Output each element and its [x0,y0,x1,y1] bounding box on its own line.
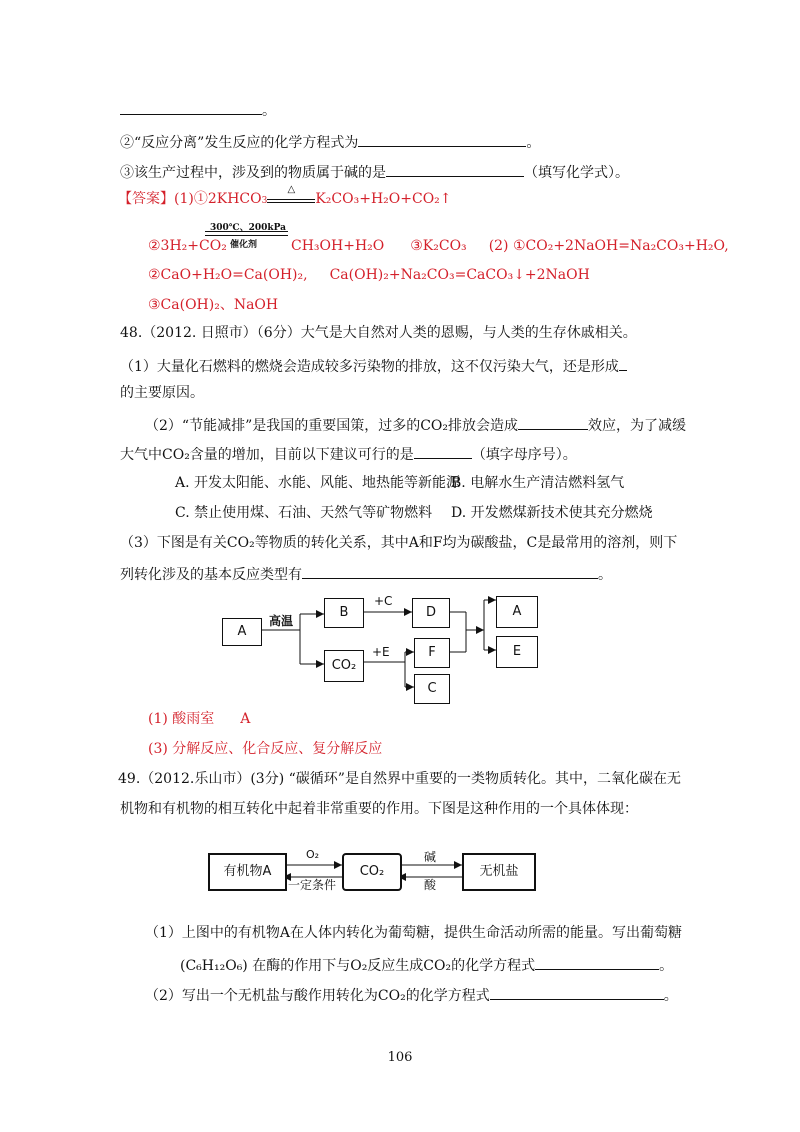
q48-p3b-tail: 。 [598,567,612,583]
node-f: F [414,638,450,668]
label-plus-e: +E [372,645,390,659]
answer-2-c: (2) ①CO₂+2NaOH=Na₂CO₃+H₂O, [488,238,729,254]
option-b: B. 电解水生产清洁燃料氢气 [451,475,625,491]
answer-2-lhs: ②3H₂+CO₂ [148,238,227,254]
page-number: 106 [387,1050,413,1065]
node-organic-a: 有机物A [208,853,287,891]
q49-p2-tail: 。 [663,988,678,1004]
answer-2-b: ③K₂CO₃ [410,238,467,254]
option-d: D. 开发燃煤新技术使其充分燃烧 [451,505,653,521]
heat-condition: △ [267,191,315,203]
line-3-tail: （填写化学式）。 [524,165,629,181]
node-co2-q49: CO₂ [342,853,402,891]
condition-bottom: 催化剂 [230,240,258,250]
line-3-text: ③该生产过程中，涉及到的物质属于碱的是 [120,165,386,181]
node-co2: CO₂ [324,650,364,682]
answer-3-a: ②CaO+H₂O=Ca(OH)₂, [148,267,308,283]
q48-p2a-text: （2）“节能减排”是我国的重要国策，过多的CO₂排放会造成 [145,418,519,434]
q48-p2a-tail: 效应，为了减缓 [588,418,687,434]
line-1-tail: 。 [262,103,276,119]
q49-p1b-text: (C₆H₁₂O₆) 在酶的作用下与O₂反应生成CO₂的化学方程式 [180,958,536,974]
label-plus-c: +C [374,594,393,608]
q49-heading-2: 机物和有机物的相互转化中起着非常重要的作用。下图是这种作用的一个具体体现： [120,801,638,817]
q49-heading: 49.（2012.乐山市）(3分) “碳循环”是自然界中重要的一类物质转化。其中，二氧化碳在无 [118,771,681,787]
q48-answer-1-text: (1) 酸雨室 [148,711,215,727]
option-a: A. 开发太阳能、水能、风能、地热能等新能源 [175,475,461,491]
q49-p1b [180,955,673,975]
answer-line-4: ③Ca(OH)₂、NaOH [148,297,279,313]
label-base: 碱 [424,850,437,864]
option-c: C. 禁止使用煤、石油、天然气等矿物燃料 [175,505,433,521]
label-condition: 一定条件 [288,878,337,892]
answer-1-products: K₂CO₃+H₂O+CO₂↑ [315,191,452,207]
condition-top: 300℃、200kPa [210,223,286,233]
answer-1-lhs: (1)①2KHCO [174,191,262,207]
q48-p3b-text: 列转化涉及的基本反应类型有 [120,567,302,583]
q48-p1b: 的主要原因。 [120,385,204,401]
q48-p1a-text: （1）大量化石燃料的燃烧会造成较多污染物的排放，这不仅污染大气，还是形成 [120,359,619,375]
line-2-text: ②“反应分离”发生反应的化学方程式为 [120,135,359,151]
answer-tag: 【答案】 [118,191,174,207]
q48-answer-3: (3) 分解反应、化合反应、复分解反应 [148,741,383,757]
node-c: C [414,674,450,704]
answer-blank [490,985,664,1000]
node-a: A [222,618,262,646]
node-b: B [324,598,364,628]
answer-blank [535,955,659,970]
answer-line-1: 【答案】(1)①2KHCO3 △ K₂CO₃+H₂O+CO₂↑ [118,184,452,207]
node-d: D [412,598,450,628]
q48-p2b-text: 大气中CO₂含量的增加，目前以下建议可行的是 [120,447,414,463]
answer-2-rhs: CH₃OH+H₂O [291,238,385,254]
q48-heading: 48.（2012. 日照市）（6分）大气是大自然对人类的恩赐，与人类的生存休戚相关。 [120,325,637,341]
q49-p1b-tail: 。 [659,958,674,974]
q48-answer-1b: A [240,711,251,727]
node-inorganic-salt: 无机盐 [462,853,536,891]
node-e: E [496,636,538,668]
label-gaowen: 高温 [269,614,294,628]
q48-p2b-tail: （填字母序号）。 [471,447,577,463]
q49-p1a: （1）上图中的有机物A在人体内转化为葡萄糖，提供生命活动所需的能量。写出葡萄糖 [145,925,683,941]
line-2-tail: 。 [526,135,541,151]
q49-p2-text: （2）写出一个无机盐与酸作用转化为CO₂的化学方程式 [145,988,490,1004]
answer-3-b: Ca(OH)₂+Na₂CO₃=CaCO₃↓+2NaOH [329,267,590,283]
q48-p3a: （3）下图是有关CO₂等物质的转化关系，其中A和F均为碳酸盐，C是最常用的溶剂，则下 [120,535,678,551]
label-o2: O₂ [306,848,320,861]
node-a-product: A [496,596,538,628]
label-acid: 酸 [424,878,437,892]
q49-p2 [145,985,678,1005]
